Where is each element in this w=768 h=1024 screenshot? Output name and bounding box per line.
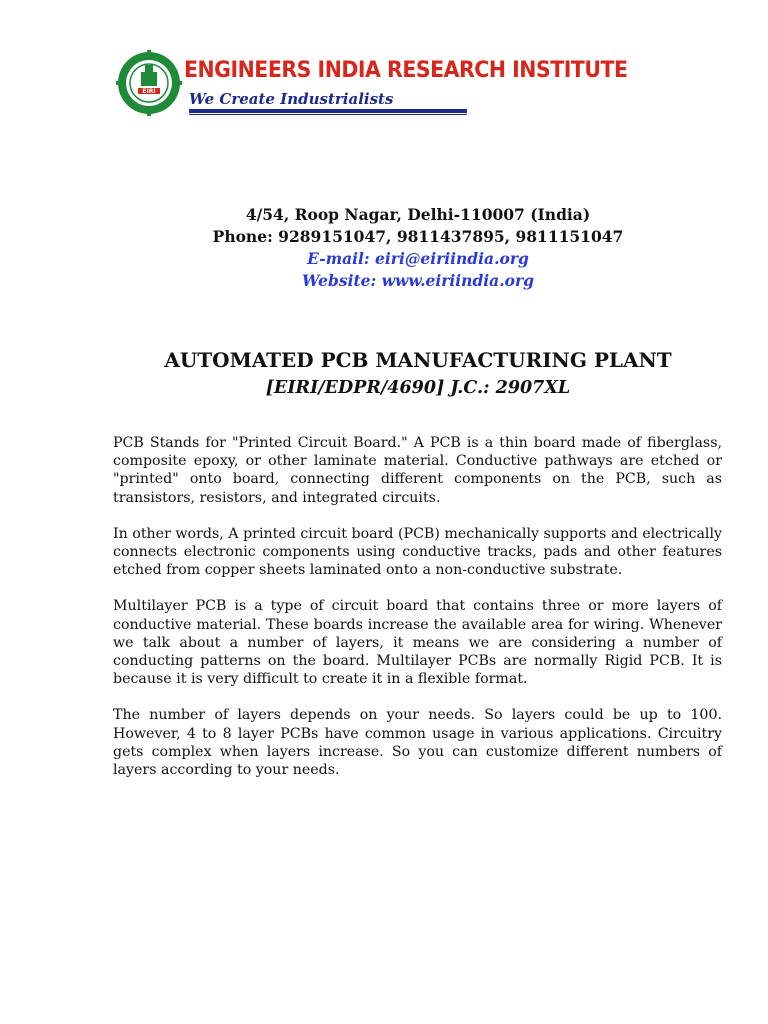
- address: 4/54, Roop Nagar, Delhi-110007 (India): [245, 205, 591, 224]
- document-body: [113, 434, 722, 797]
- eiri-logo: [116, 50, 182, 116]
- tagline: We Create Industrialists: [189, 90, 394, 108]
- document-reference: [EIRI/EDPR/4690] J.C.: 2907XL: [265, 378, 571, 398]
- phone: Phone: 9289151047, 9811437895, 9811151047: [212, 227, 624, 246]
- contact-block: [0, 204, 768, 292]
- tagline-underline: [189, 109, 467, 113]
- letterhead: [116, 48, 628, 120]
- logo-text: EIRI: [142, 88, 156, 95]
- document-title: AUTOMATED PCB MANUFACTURING PLANT: [164, 348, 672, 372]
- website-link[interactable]: Website: www.eiriindia.org: [302, 271, 534, 290]
- org-name: ENGINEERS INDIA RESEARCH INSTITUTE: [184, 58, 628, 83]
- paragraph: Multilayer PCB is a type of circuit board that contains three or more layers of conductive material. These boards increase the available area for wiring. Whenever we talk about a number of layers, it means we are considering a number of conducting patterns on the board. Multilayer PCBs are normally Rigid PCB. It is because it is very difficult to create it in a flexible format.: [113, 598, 722, 688]
- title-block: [0, 345, 768, 401]
- email-link[interactable]: E-mail: eiri@eiriindia.org: [307, 249, 529, 268]
- paragraph: The number of layers depends on your needs. So layers could be up to 100. However, 4 to 8 layer PCBs have common usage in various applications. Circuitry gets complex when layers increase. So you can customize different numbers of layers according to your needs.: [113, 707, 722, 779]
- paragraph: In other words, A printed circuit board (PCB) mechanically supports and electrically connects electronic components using conductive tracks, pads and other features etched from copper sheets laminated onto a non-conductive substrate.: [113, 525, 722, 579]
- paragraph: PCB Stands for "Printed Circuit Board." A PCB is a thin board made of fiberglass, composite epoxy, or other laminate material. Conductive pathways are etched or "printed" onto board, connecting different components on the PCB, such as transistors, resistors, and integrated circuits.: [113, 435, 722, 506]
